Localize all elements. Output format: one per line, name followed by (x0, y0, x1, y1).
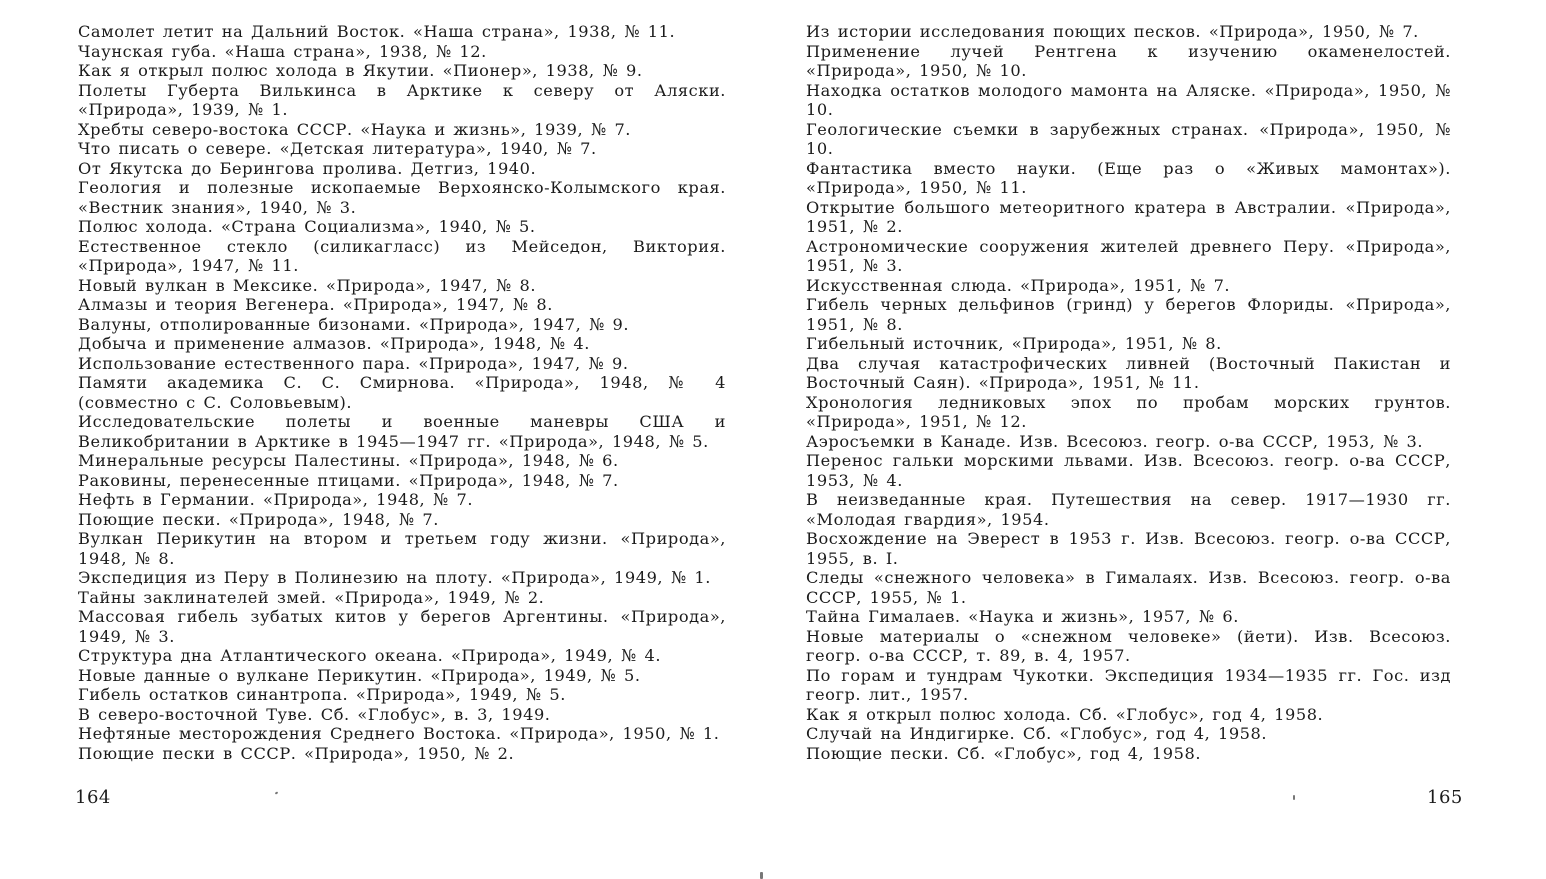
bibliography-entry: Памяти академика С. С. Смирнова. «Природа», 1948, № 4 (совместно с С. Соловьевым). (78, 373, 726, 412)
bibliography-entry: Поющие пески в СССР. «Природа», 1950, № 2. (78, 743, 515, 763)
right-page (773, 0, 1546, 879)
bibliography-entry: Тайны заклинателей змей. «Природа», 1949, № 2. (78, 587, 545, 607)
bibliography-entry: Чаунская губа. «Наша страна», 1938, № 12. (78, 41, 487, 61)
scan-speck (275, 791, 279, 794)
page-number-right: 165 (1427, 787, 1463, 808)
bibliography-entry: Алмазы и теория Вегенера. «Природа», 1947, № 8. (78, 295, 553, 314)
bibliography-entry: Применение лучей Рентгена к изучению окаменелостей. «Природа», 1950, № 10. (806, 41, 1451, 80)
bibliography-entry: Использование естественного пара. «Природа», 1947, № 9. (78, 353, 629, 373)
bibliography-entry: В неизведанные края. Путешествия на север. 1917—1930 гг. «Молодая гвардия», 1954. (806, 490, 1451, 529)
bibliography-entry: Перенос гальки морскими львами. Изв. Всесоюз. геогр. о-ва СССР, 1953, № 4. (806, 451, 1451, 490)
bibliography-entry: Два случая катастрофических ливней (Восточный Пакистан и Восточный Саян). «Природа», 1951, № 11. (806, 353, 1451, 392)
bibliography-entry: От Якутска до Берингова пролива. Детгиз, 1940. (78, 158, 537, 178)
bibliography-entry: Полеты Губерта Вилькинса в Арктике к северу от Аляски. «Природа», 1939, № 1. (78, 80, 726, 119)
bibliography-entry: Нефть в Германии. «Природа», 1948, № 7. (78, 490, 474, 509)
bibliography-entry: Как я открыл полюс холода в Якутии. «Пионер», 1938, № 9. (78, 61, 643, 80)
bibliography-entry: Валуны, отполированные бизонами. «Природа», 1947, № 9. (78, 314, 630, 334)
bibliography-entry: Астрономические сооружения жителей древнего Перу. «Природа», 1951, № 3. (806, 236, 1451, 275)
bibliography-entry: Открытие большого метеоритного кратера в Австралии. «Природа», 1951, № 2. (806, 197, 1451, 236)
scan-speck (1293, 795, 1295, 800)
bibliography-entry: По горам и тундрам Чукотки. Экспедиция 1934—1935 гг. Гос. изд геогр. лит., 1957. (806, 665, 1451, 704)
bibliography-entry: Хребты северо-востока СССР. «Наука и жизнь», 1939, № 7. (78, 119, 631, 139)
bibliography-entry: Гибельный источник, «Природа», 1951, № 8. (806, 334, 1222, 353)
bibliography-entry: Поющие пески. «Природа», 1948, № 7. (78, 509, 439, 529)
bibliography-entry: Геологические съемки в зарубежных странах. «Природа», 1950, № 10. (806, 119, 1451, 158)
bibliography-entry: Находка остатков молодого мамонта на Аляске. «Природа», 1950, № 10. (806, 80, 1451, 119)
bibliography-entry: Фантастика вместо науки. (Еще раз о «Живых мамонтах»). «Природа», 1950, № 11. (806, 158, 1451, 197)
bibliography-entry: Массовая гибель зубатых китов у берегов Аргентины. «Природа», 1949, № 3. (78, 607, 726, 646)
page-number-left: 164 (75, 787, 111, 808)
bibliography-entry: Геология и полезные ископаемые Верхоянско-Колымского края. «Вестник знания», 1940, № 3. (78, 178, 726, 217)
bibliography-entry: Аэросъемки в Канаде. Изв. Всесоюз. геогр. о-ва СССР, 1953, № 3. (806, 431, 1424, 451)
bibliography-entry: Новые материалы о «снежном человеке» (йети). Изв. Всесоюз. геогр. о-ва СССР, т. 89, в. 4, 1957. (806, 626, 1451, 665)
bibliography-entry: Новый вулкан в Мексике. «Природа», 1947, № 8. (78, 275, 537, 295)
bibliography-entry: Гибель черных дельфинов (гринд) у берегов Флориды. «Природа», 1951, № 8. (806, 295, 1451, 334)
bibliography-entry: Хронология ледниковых эпох по пробам морских грунтов. «Природа», 1951, № 12. (806, 392, 1451, 431)
bibliography-list-left (78, 22, 726, 763)
bibliography-entry: Случай на Индигирке. Сб. «Глобус», год 4, 1958. (806, 724, 1268, 743)
bibliography-entry: В северо-восточной Туве. Сб. «Глобус», в. 3, 1949. (78, 704, 551, 724)
bibliography-entry: Полюс холода. «Страна Социализма», 1940, № 5. (78, 217, 536, 236)
bibliography-entry: Новые данные о вулкане Перикутин. «Природа», 1949, № 5. (78, 665, 641, 685)
bibliography-entry: Поющие пески. Сб. «Глобус», год 4, 1958. (806, 743, 1202, 763)
bibliography-entry: Вулкан Перикутин на втором и третьем году жизни. «Природа», 1948, № 8. (78, 529, 726, 568)
bibliography-entry: Добыча и применение алмазов. «Природа», 1948, № 4. (78, 334, 590, 353)
bibliography-entry: Экспедиция из Перу в Полинезию на плоту. «Природа», 1949, № 1. (78, 568, 711, 587)
bibliography-entry: Исследовательские полеты и военные маневры США и Великобритании в Арктике в 1945—1947 гг. «Природа», 1948, № 5. (78, 412, 726, 451)
bibliography-entry: Гибель остатков синантропа. «Природа», 1949, № 5. (78, 685, 566, 704)
bibliography-entry: Раковины, перенесенные птицами. «Природа», 1948, № 7. (78, 470, 619, 490)
bibliography-entry: Как я открыл полюс холода. Сб. «Глобус», год 4, 1958. (806, 704, 1324, 724)
bibliography-entry: Структура дна Атлантического океана. «Природа», 1949, № 4. (78, 646, 662, 665)
bibliography-entry: Восхождение на Эверест в 1953 г. Изв. Всесоюз. геогр. о-ва СССР, 1955, в. I. (806, 529, 1451, 568)
bibliography-entry: Что писать о севере. «Детская литература», 1940, № 7. (78, 139, 597, 158)
bibliography-entry: Естественное стекло (силикагласс) из Мейседон, Виктория. «Природа», 1947, № 11. (78, 236, 726, 275)
bibliography-entry: Минеральные ресурсы Палестины. «Природа», 1948, № 6. (78, 451, 619, 470)
bibliography-list-right (806, 22, 1451, 763)
bibliography-entry: Нефтяные месторождения Среднего Востока. «Природа», 1950, № 1. (78, 724, 720, 743)
bibliography-entry: Тайна Гималаев. «Наука и жизнь», 1957, № 6. (806, 607, 1239, 626)
bibliography-entry: Самолет летит на Дальний Восток. «Наша страна», 1938, № 11. (78, 22, 676, 41)
bibliography-entry: Искусственная слюда. «Природа», 1951, № 7. (806, 275, 1231, 295)
scan-speck (760, 872, 763, 879)
bibliography-entry: Из истории исследования поющих песков. «Природа», 1950, № 7. (806, 22, 1419, 41)
bibliography-entry: Следы «снежного человека» в Гималаях. Изв. Всесоюз. геогр. о-ва СССР, 1955, № 1. (806, 568, 1451, 607)
